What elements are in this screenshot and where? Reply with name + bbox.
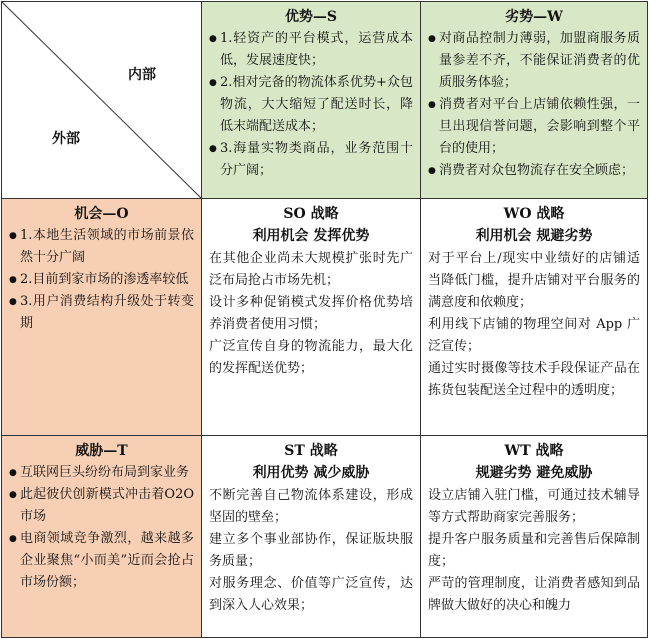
weaknesses-item: ● 消费者对众包物流存在安全顾虑； bbox=[428, 160, 640, 182]
so-title: SO 战略 bbox=[283, 206, 339, 222]
strengths-item: ● 2.相对完备的物流体系优势+众包物流，大大缩短了配送时长，降低末端配送成本； bbox=[209, 72, 413, 138]
opportunities-cell bbox=[2, 199, 202, 436]
wt-subtitle: 规避劣势 避免威胁 bbox=[475, 465, 593, 481]
wo-line: 通过实时摄像等技术手段保证产品在拣货包装配送全过程中的透明度； bbox=[428, 361, 640, 398]
wt-title: WT 战略 bbox=[504, 443, 564, 459]
opportunities-item: ● 1.本地生活领域的市场前景依然十分广阔 bbox=[9, 225, 194, 269]
so-line: 在其他企业尚未大规模扩张时先广泛布局抢占市场先机； bbox=[209, 251, 413, 288]
threats-title: 威胁—T bbox=[75, 443, 128, 459]
so-line: 设计多种促销模式发挥价格优势培养消费者使用习惯； bbox=[209, 295, 413, 332]
st-strategy-cell bbox=[202, 436, 421, 638]
wo-line: 对于平台上/现实中业绩好的店铺适当降低门槛，提升店铺对平台服务的满意度和依赖度； bbox=[428, 251, 640, 310]
strengths-cell bbox=[202, 2, 421, 199]
opportunities-item: ● 2.目前到家市场的渗透率较低 bbox=[9, 269, 194, 291]
opportunities-item: ● 3.用户消费结构升级处于转变期 bbox=[9, 291, 194, 335]
weaknesses-cell bbox=[421, 2, 648, 199]
swot-matrix-table bbox=[1, 1, 648, 638]
threats-cell bbox=[2, 436, 202, 638]
corner-header-cell bbox=[2, 2, 202, 199]
opportunities-title: 机会—O bbox=[74, 206, 129, 222]
weaknesses-item: ● 消费者对平台上店铺依赖性强，一旦出现信誉问题，会影响到整个平台的使用； bbox=[428, 94, 640, 160]
wt-line: 设立店铺入驻门槛，可通过技术辅导等方式帮助商家完善服务； bbox=[428, 488, 640, 525]
st-title: ST 战略 bbox=[284, 443, 338, 459]
st-line: 建立多个事业部协作，保证版块服务质量； bbox=[209, 532, 413, 569]
wo-line: 利用线下店铺的物理空间对 App 广泛宣传； bbox=[428, 317, 640, 354]
wt-strategy-cell bbox=[421, 436, 648, 638]
wo-subtitle: 利用机会 规避劣势 bbox=[475, 228, 593, 244]
strengths-item: ● 1.轻资产的平台模式，运营成本低，发展速度快； bbox=[209, 28, 413, 72]
weaknesses-title: 劣势—W bbox=[505, 9, 563, 25]
threats-item: ● 此起彼伏创新模式冲击着O2O市场 bbox=[9, 484, 194, 528]
st-subtitle: 利用优势 减少威胁 bbox=[252, 465, 370, 481]
so-subtitle: 利用机会 发挥优势 bbox=[252, 228, 370, 244]
wt-line: 严苛的管理制度，让消费者感知到品牌做大做好的决心和魄力 bbox=[428, 576, 640, 613]
strengths-title: 优势—S bbox=[284, 9, 338, 25]
st-line: 不断完善自己物流体系建设，形成坚固的壁垒； bbox=[209, 488, 413, 525]
st-line: 对服务理念、价值等广泛宣传，达到深入人心效果； bbox=[209, 576, 413, 613]
so-line: 广泛宣传自身的物流能力，最大化的发挥配送优势； bbox=[209, 339, 413, 376]
external-label: 外部 bbox=[52, 131, 80, 147]
threats-item: ● 互联网巨头纷纷布局到家业务 bbox=[9, 462, 194, 484]
diagonal-line bbox=[2, 2, 201, 198]
strengths-item: ● 3.海量实物类商品，业务范围十分广阔； bbox=[209, 138, 413, 182]
weaknesses-item: ● 对商品控制力薄弱，加盟商服务质量参差不齐，不能保证消费者的优质服务体验； bbox=[428, 28, 640, 94]
threats-item: ● 电商领域竞争激烈，越来越多企业聚焦“小而美”近而会抢占市场份额； bbox=[9, 528, 194, 594]
wo-title: WO 战略 bbox=[503, 206, 565, 222]
wt-line: 提升客户服务质量和完善售后保障制度； bbox=[428, 532, 640, 569]
internal-label: 内部 bbox=[128, 67, 156, 83]
so-strategy-cell bbox=[202, 199, 421, 436]
wo-strategy-cell bbox=[421, 199, 648, 436]
